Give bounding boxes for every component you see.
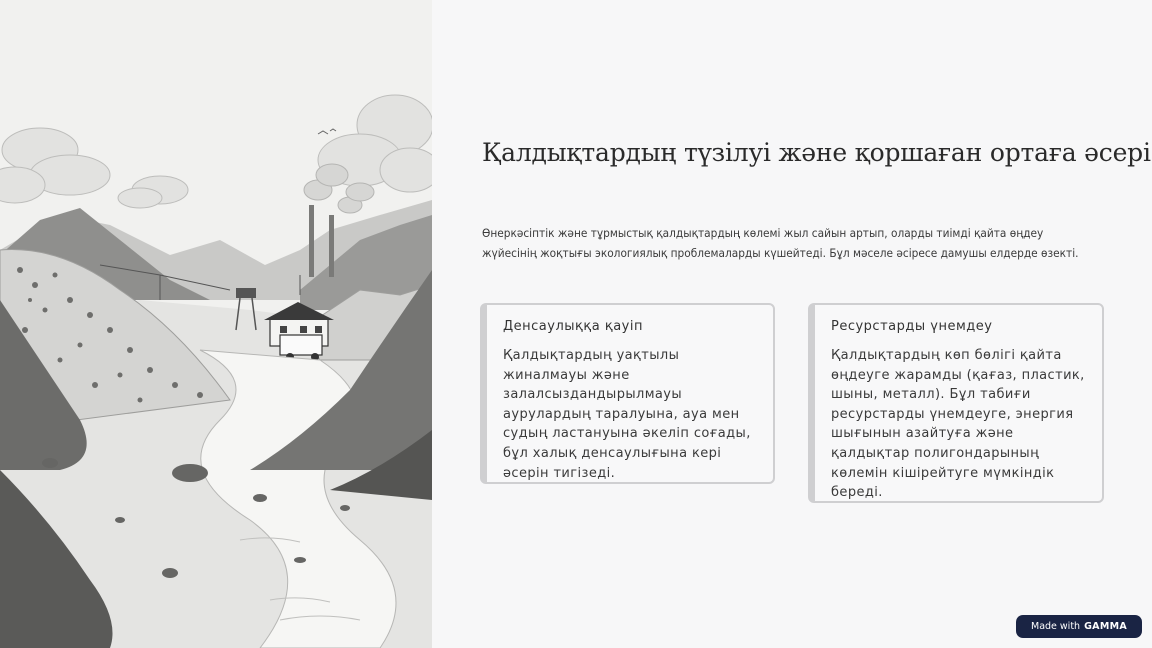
content-panel <box>432 0 1152 648</box>
card-text: Қалдықтардың уақтылы жиналмауы және залалсыздандырылмауы аурулардың таралуына, ауа мен судың ластануына әкеліп соғады, бұл халық денсаулығына кері әсерін тигізеді. <box>503 348 751 481</box>
badge-prefix: Made with <box>1031 621 1081 632</box>
card-title: Денсаулыққа қауіп <box>503 319 643 334</box>
slide-title: Қалдықтардың түзілуі және қоршаған ортаға әсері <box>482 138 1151 167</box>
card-title: Ресурстарды үнемдеу <box>831 319 993 334</box>
landfill-valley-picture <box>0 0 432 648</box>
landfill-illustration <box>0 0 432 648</box>
card-text: Қалдықтардың көп бөлігі қайта өңдеуге жарамды (қағаз, пластик, шыны, металл). Бұл табиғи ресурстарды үнемдеуге, энергия шығынын азайтуға және қалдықтар полигондарының көлемін кішірейтуге мүмкіндік береді. <box>831 348 1085 501</box>
card-resource-saving <box>808 303 1104 503</box>
intro-paragraph: Өнеркәсіптік және тұрмыстық қалдықтардың көлемі жыл сайын артып, оларды тиімді қайта өңдеу жүйесінің жоқтығы экологиялық проблемаларды күшейтеді. Бұл мәселе әсіресе дамушы елдерде өзекті. <box>482 226 1079 260</box>
card-health-risk <box>480 303 775 484</box>
made-with-gamma-badge[interactable] <box>1016 615 1142 638</box>
gamma-logo: GAMMA <box>1084 621 1127 632</box>
